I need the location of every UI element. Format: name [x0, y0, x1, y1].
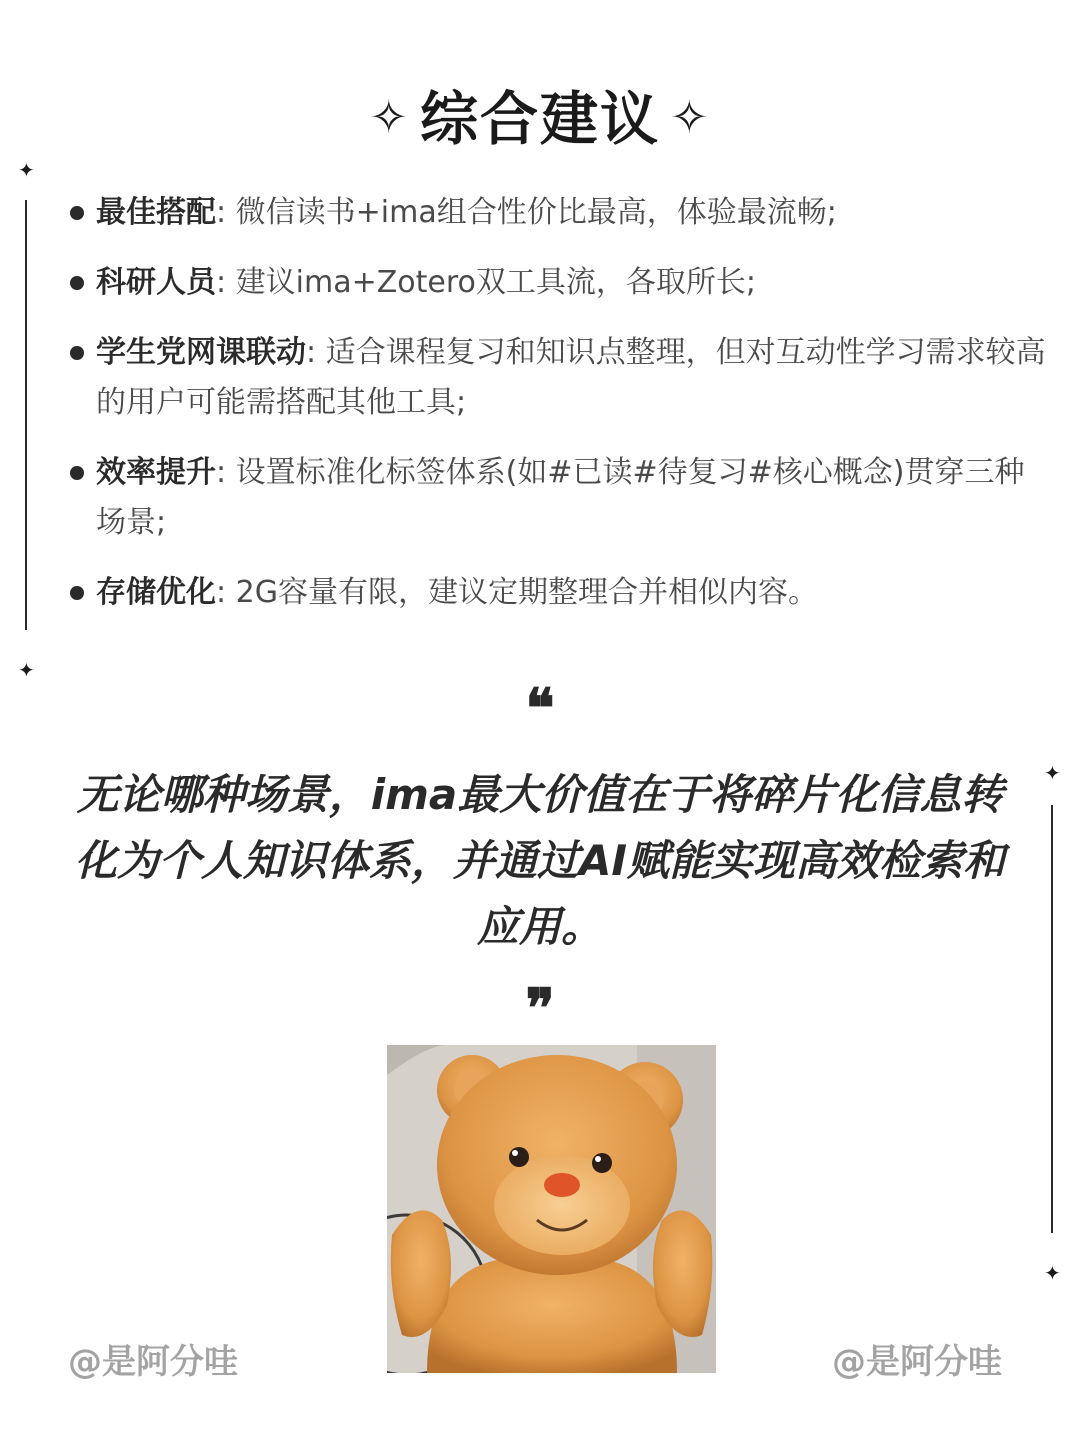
item-body: 设置标准化标签体系(如#已读#待复习#核心概念)贯穿三种场景;: [96, 455, 1025, 540]
open-quote-icon: ❝: [525, 676, 555, 740]
left-divider-line: [25, 200, 27, 630]
item-heading: 存储优化: [96, 575, 216, 610]
sparkle-icon: ✦: [18, 158, 35, 182]
item-separator: :: [216, 455, 227, 490]
item-body: 2G容量有限，建议定期整理合并相似内容。: [235, 575, 818, 610]
watermark-right: @是阿分哇: [832, 1342, 1002, 1382]
item-separator: :: [216, 265, 227, 300]
sparkle-icon: ✦: [1044, 761, 1061, 785]
list-item: [68, 258, 1048, 308]
bullet-icon: [70, 586, 84, 600]
sparkle-icon: ✦: [1044, 1261, 1061, 1285]
page-title-text: 综合建议: [419, 85, 660, 153]
sparkle-right-icon: ✧: [670, 90, 711, 144]
bullet-icon: [70, 466, 84, 480]
bullet-icon: [70, 206, 84, 220]
item-body: 建议ima+Zotero双工具流，各取所长;: [235, 265, 756, 300]
item-separator: :: [306, 335, 317, 370]
close-quote-icon: ❞: [525, 976, 555, 1040]
sparkle-left-icon: ✧: [369, 90, 410, 144]
page-title: [0, 72, 1080, 156]
item-heading: 学生党网课联动: [96, 335, 306, 370]
bullet-icon: [70, 276, 84, 290]
list-item: [68, 188, 1048, 238]
bullet-icon: [70, 346, 84, 360]
teddy-bear-mascot-photo: [387, 1045, 716, 1373]
item-heading: 科研人员: [96, 265, 216, 300]
item-body: 适合课程复习和知识点整理，但对互动性学习需求较高的用户可能需搭配其他工具;: [96, 335, 1046, 420]
item-separator: :: [216, 575, 227, 610]
quote-text: 无论哪种场景，ima最大价值在于将碎片化信息转化为个人知识体系，并通过AI赋能实现高效检索和应用。: [74, 770, 1006, 951]
watermark-left: @是阿分哇: [68, 1342, 238, 1382]
suggestion-list: [68, 188, 1048, 638]
item-body: 微信读书+ima组合性价比最高，体验最流畅;: [235, 195, 837, 230]
item-separator: :: [216, 195, 227, 230]
sparkle-icon: ✦: [18, 658, 35, 682]
list-item: [68, 568, 1048, 618]
list-item: [68, 448, 1048, 548]
teddy-bear-illustration: [387, 1045, 716, 1373]
list-item: [68, 328, 1048, 428]
item-heading: 效率提升: [96, 455, 216, 490]
item-heading: 最佳搭配: [96, 195, 216, 230]
